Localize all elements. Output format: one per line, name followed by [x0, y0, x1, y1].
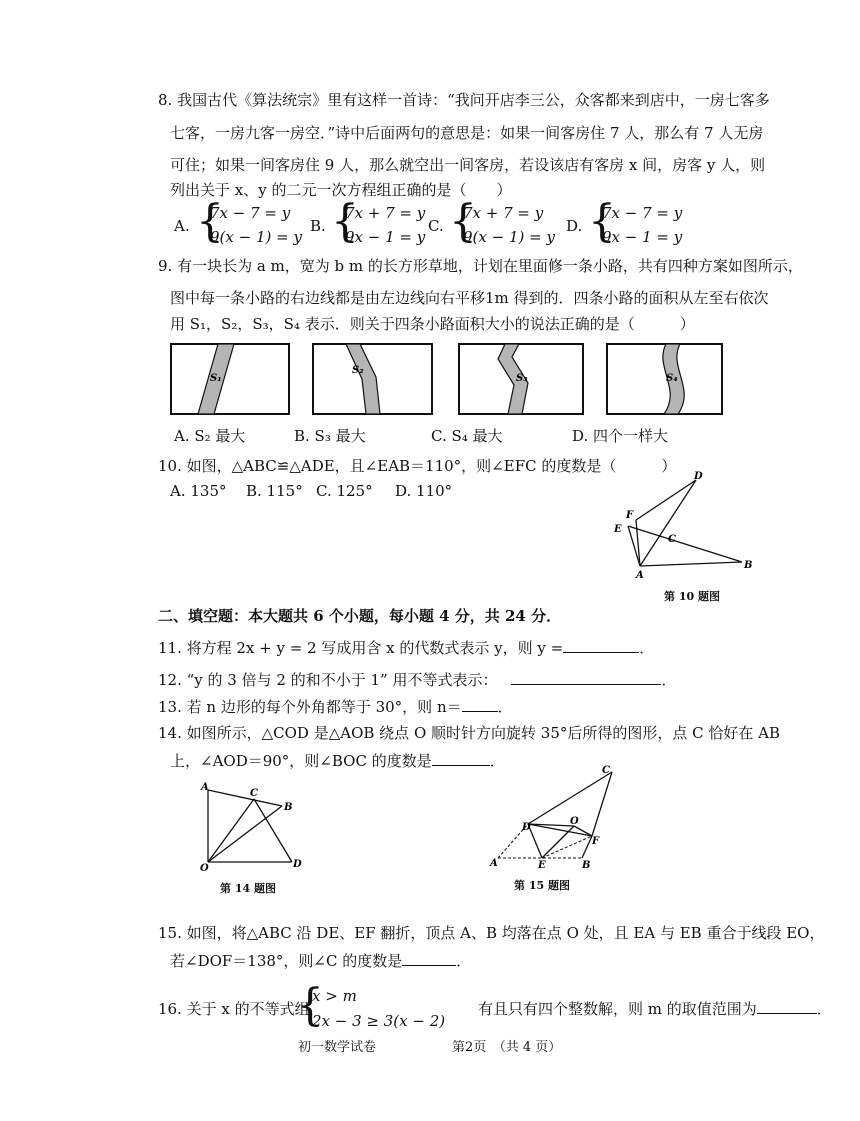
point-f: F [626, 510, 634, 521]
q15-line-2 [170, 950, 471, 972]
q16-end: ． [816, 1000, 832, 1018]
s3-label: S₃ [516, 373, 528, 384]
point-a: A [201, 782, 209, 793]
q9-figure-4 [606, 343, 723, 415]
q8-line-2: 七客，一房九客一房空．”诗中后面两句的意思是：如果一间客房住 7 人，那么有 7 人无房 [170, 124, 764, 142]
q10-option-c[interactable]: C. 125° [316, 482, 373, 500]
q15-line-1: 15. 如图，将△ABC 沿 DE、EF 翻折，顶点 A、B 均落在点 O 处，且 EA 与 EB 重合于线段 EO， [158, 924, 825, 942]
q10-caption: 第 10 题图 [664, 590, 720, 603]
q10-option-b[interactable]: B. 115° [246, 482, 303, 500]
q14-text: 上，∠AOD＝90°，则∠BOC 的度数是 [170, 752, 432, 770]
point-a: A [490, 858, 498, 869]
q11-text: 11. 将方程 2x + y = 2 写成用含 x 的代数式表示 y，则 y = [158, 639, 564, 657]
q9-option-d[interactable]: D. 四个一样大 [572, 427, 669, 445]
q11-end: ． [639, 639, 655, 657]
equation-2: 9x − 1 = y [345, 228, 426, 246]
point-c: C [250, 788, 258, 799]
option-label: C. [428, 217, 444, 235]
brace-icon: { [296, 980, 324, 1031]
q16-eq-1: x > m [312, 987, 357, 1005]
q15-text: 若∠DOF＝138°，则∠C 的度数是 [170, 952, 403, 970]
point-a: A [636, 570, 644, 580]
point-b: B [744, 560, 753, 571]
equation-1: 7x − 7 = y [602, 204, 683, 222]
q8-line-1: 8. 我国古代《算法统宗》里有这样一首诗：“我问开店李三公，众客都来到店中，一房七客多 [158, 91, 770, 109]
q11-answer-blank[interactable] [563, 638, 639, 653]
point-e: E [538, 860, 546, 870]
equation-1: 7x + 7 = y [463, 204, 544, 222]
q12-end: ． [661, 671, 677, 689]
q10-figure [608, 470, 758, 580]
point-d: D [293, 859, 302, 870]
q16-suffix-line [478, 998, 832, 1020]
option-label: B. [310, 217, 326, 235]
footer-exam-title: 初一数学试卷 [298, 1040, 377, 1055]
brace-icon: { [196, 196, 224, 247]
q9-option-b[interactable]: B. S₃ 最大 [294, 427, 366, 445]
q16-suffix: 有且只有四个整数解，则 m 的取值范围为 [478, 1000, 757, 1018]
equation-2: 9(x − 1) = y [463, 228, 555, 246]
equation-1: 7x − 7 = y [210, 204, 291, 222]
q15-caption: 第 15 题图 [514, 879, 570, 892]
q13-text: 13. 若 n 边形的每个外角都等于 30°，则 n＝ [158, 698, 462, 716]
q8-line-4: 列出关于 x、y 的二元一次方程组正确的是（ ） [170, 181, 512, 199]
point-e: E [614, 524, 622, 535]
q9-option-a[interactable]: A. S₂ 最大 [174, 427, 246, 445]
brace-icon: { [449, 196, 477, 247]
equation-2: 9x − 1 = y [602, 228, 683, 246]
q16-prefix: 16. 关于 x 的不等式组 [158, 1000, 310, 1018]
q9-figure-3 [458, 343, 584, 415]
q12-answer-blank[interactable] [511, 670, 661, 685]
brace-icon: { [588, 196, 616, 247]
s2-label: S₂ [352, 365, 364, 376]
option-label: D. [566, 217, 583, 235]
q10-line-1: 10. 如图，△ABC≌△ADE，且∠EAB＝110°，则∠EFC 的度数是（ ） [158, 457, 677, 475]
q9-figure-1 [170, 343, 290, 415]
option-label: A. [174, 217, 190, 235]
q16-eq-2: 2x − 3 ≥ 3(x − 2) [312, 1012, 446, 1030]
s1-label: S₁ [210, 373, 222, 384]
q9-line-2: 图中每一条小路的右边线都是由左边线向右平移1m 得到的．四条小路的面积从左至右依次 [170, 289, 769, 307]
q14-answer-blank[interactable] [432, 751, 490, 766]
q14-end: ． [489, 752, 505, 770]
point-b: B [582, 860, 591, 870]
point-o: O [200, 863, 209, 872]
q10-option-a[interactable]: A. 135° [170, 482, 227, 500]
q13-end: ． [497, 698, 513, 716]
point-b: B [284, 802, 293, 813]
q14-line-2 [170, 750, 505, 772]
point-c: C [602, 765, 610, 776]
q15-end: ． [456, 952, 472, 970]
q16-answer-blank[interactable] [757, 999, 817, 1014]
q13-answer-blank[interactable] [462, 697, 498, 712]
point-c: C [668, 534, 676, 545]
q9-line-1: 9. 有一块长为 a m，宽为 b m 的长方形草地，计划在里面修一条小路，共有四种方案如图所示， [158, 257, 803, 275]
point-d: D [522, 822, 531, 833]
point-d: D [694, 471, 703, 482]
q14-line-1: 14. 如图所示，△COD 是△AOB 绕点 O 顺时针方向旋转 35°后所得的图形，点 C 恰好在 AB [158, 724, 781, 742]
point-o: O [570, 816, 579, 827]
s4-label: S₄ [666, 373, 678, 384]
q12 [158, 669, 676, 691]
q10-option-d[interactable]: D. 110° [395, 482, 453, 500]
q9-figure-2 [312, 343, 433, 415]
footer-page-number: 第2页 （共 4 页） [452, 1040, 562, 1055]
section-2-title: 二、填空题：本大题共 6 个小题，每小题 4 分，共 24 分． [158, 607, 562, 625]
q11 [158, 637, 654, 659]
q12-text: 12. “y 的 3 倍与 2 的和不小于 1” 用不等式表示： [158, 671, 498, 689]
equation-1: 7x + 7 = y [345, 204, 426, 222]
brace-icon: { [331, 196, 359, 247]
q15-answer-blank[interactable] [402, 951, 456, 966]
q15-figure [486, 764, 616, 870]
q9-line-3: 用 S₁，S₂，S₃，S₄ 表示．则关于四条小路面积大小的说法正确的是（ ） [170, 315, 695, 333]
q14-figure [196, 780, 308, 872]
q9-option-c[interactable]: C. S₄ 最大 [431, 427, 503, 445]
point-f: F [592, 836, 600, 847]
q8-line-3: 可住；如果一间客房住 9 人，那么就空出一间客房，若设该店有客房 x 间，房客 y 人，则 [170, 156, 766, 174]
q13 [158, 696, 513, 718]
q14-caption: 第 14 题图 [220, 882, 276, 895]
equation-2: 9(x − 1) = y [210, 228, 302, 246]
